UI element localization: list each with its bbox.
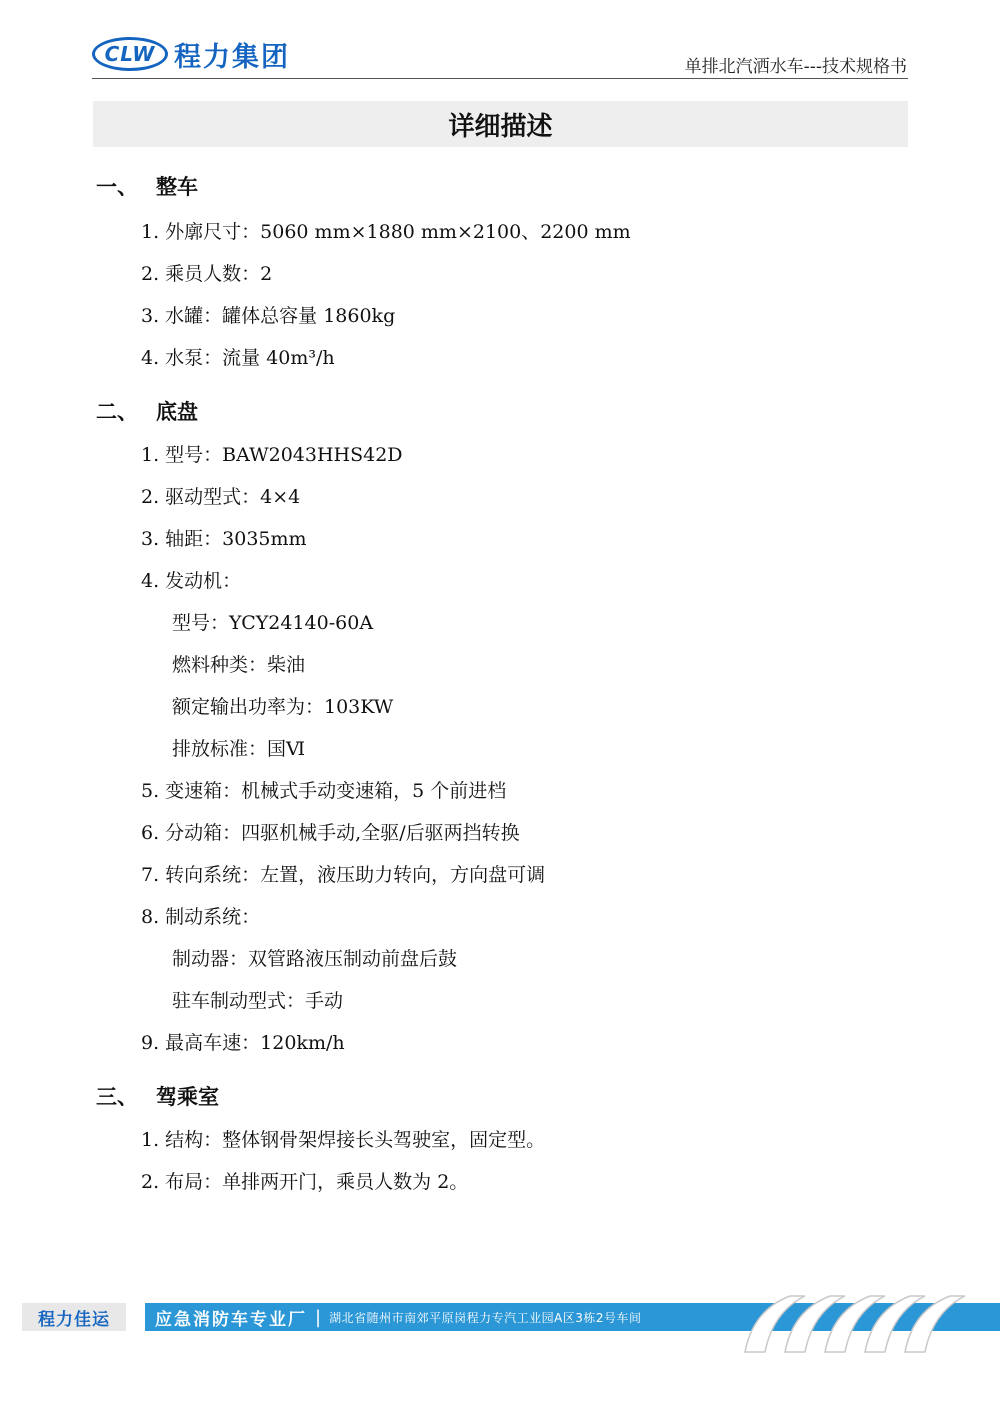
spec-line: 4. 发动机： xyxy=(141,570,242,592)
section-title: 底盘 xyxy=(156,400,198,424)
spec-subline: 燃料种类：柴油 xyxy=(172,654,306,676)
footer-slogan: 应急消防车专业厂 xyxy=(155,1309,307,1330)
spec-subline: 型号：YCY24140-60A xyxy=(172,612,374,634)
spec-line: 1. 外廓尺寸：5060 mm×1880 mm×2100、2200 mm xyxy=(141,221,631,243)
spec-line: 2. 驱动型式：4×4 xyxy=(141,486,301,508)
spec-subline: 制动器：双管路液压制动前盘后鼓 xyxy=(172,948,458,970)
logo-oval-icon xyxy=(92,37,168,71)
spec-line: 8. 制动系统： xyxy=(141,906,261,928)
footer-address: 湖北省随州市南郊平原岗程力专汽工业园A区3栋2号车间 xyxy=(329,1310,642,1325)
title-band xyxy=(93,101,908,147)
footer-brand xyxy=(22,1303,126,1331)
spec-line: 7. 转向系统：左置，液压助力转向，方向盘可调 xyxy=(141,864,546,886)
spec-line: 3. 轴距：3035mm xyxy=(141,528,307,550)
spec-line: 5. 变速箱：机械式手动变速箱，5 个前进档 xyxy=(141,780,507,802)
footer-chevron-decoration-icon xyxy=(735,1290,1000,1360)
section-heading-cab xyxy=(96,1081,219,1111)
document-title: 单排北汽洒水车---技术规格书 xyxy=(684,57,907,77)
spec-line: 4. 水泵：流量 40m³/h xyxy=(141,347,335,369)
section-title: 整车 xyxy=(156,175,198,199)
spec-line: 2. 布局：单排两开门，乘员人数为 2。 xyxy=(141,1171,469,1193)
company-logo xyxy=(92,34,290,74)
section-title: 驾乘室 xyxy=(156,1085,219,1109)
spec-line: 3. 水罐：罐体总容量 1860kg xyxy=(141,305,396,327)
section-number: 三、 xyxy=(96,1085,138,1109)
header-divider xyxy=(92,78,908,79)
section-number: 一、 xyxy=(96,175,138,199)
spec-line: 1. 型号：BAW2043HHS42D xyxy=(141,444,403,466)
spec-subline: 额定输出功率为：103KW xyxy=(172,696,394,718)
logo-text: CLW xyxy=(104,42,156,66)
spec-line: 1. 结构：整体钢骨架焊接长头驾驶室，固定型。 xyxy=(141,1129,546,1151)
spec-subline: 排放标准：国Ⅵ xyxy=(172,738,306,760)
footer-brand-text: 程力佳运 xyxy=(38,1309,110,1330)
company-name: 程力集团 xyxy=(174,41,290,73)
page-title: 详细描述 xyxy=(448,111,553,142)
spec-subline: 驻车制动型式：手动 xyxy=(172,990,344,1012)
section-number: 二、 xyxy=(96,400,138,424)
section-heading-chassis xyxy=(96,396,198,426)
spec-line: 6. 分动箱：四驱机械手动,全驱/后驱两挡转换 xyxy=(141,822,520,844)
page-header xyxy=(0,0,1000,100)
footer-separator: | xyxy=(315,1306,322,1328)
spec-line: 9. 最高车速：120km/h xyxy=(141,1032,345,1054)
spec-line: 2. 乘员人数：2 xyxy=(141,263,273,285)
section-heading-vehicle xyxy=(96,171,198,201)
page-footer xyxy=(0,1290,1000,1360)
